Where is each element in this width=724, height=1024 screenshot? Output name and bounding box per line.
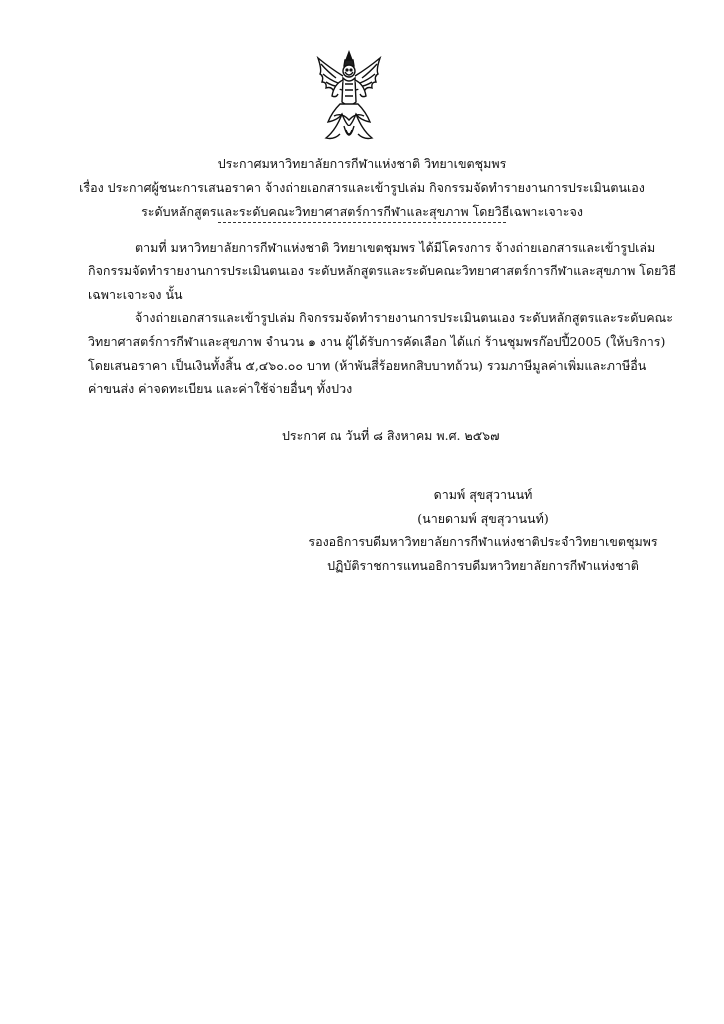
- subject-line-1: เรื่อง ประกาศผู้ชนะการเสนอราคา จ้างถ่ายเอกสารและเข้ารูปเล่ม กิจกรรมจัดทำรายงานการประเมินตนเอง: [79, 180, 645, 195]
- paragraph-1-line-2: กิจกรรมจัดทำรายงานการประเมินตนเอง ระดับหลักสูตรและระดับคณะวิทยาศาสตร์การกีฬาและสุขภาพ โดยวิธี: [88, 263, 677, 278]
- title-divider: [218, 222, 506, 223]
- paragraph-2-line-2: วิทยาศาสตร์การกีฬาและสุขภาพ จำนวน ๑ งาน ผู้ได้รับการคัดเลือก ได้แก่ ร้านชุมพรก๊อปปี้2005 (ให้บริการ): [88, 334, 666, 349]
- announcement-title: ประกาศมหาวิทยาลัยการกีฬาแห่งชาติ วิทยาเขตชุมพร: [217, 156, 507, 171]
- paragraph-1-line-1: ตามที่ มหาวิทยาลัยการกีฬาแห่งชาติ วิทยาเขตชุมพร ได้มีโครงการ จ้างถ่ายเอกสารและเข้ารูปเล่ม: [135, 240, 656, 255]
- announcement-date: ประกาศ ณ วันที่ ๘ สิงหาคม พ.ศ. ๒๕๖๗: [282, 428, 500, 443]
- subject-line-2: ระดับหลักสูตรและระดับคณะวิทยาศาสตร์การกีฬาและสุขภาพ โดยวิธีเฉพาะเจาะจง: [141, 204, 583, 219]
- signatory-name: (นายดามพ์ สุขสุวานนท์): [417, 511, 549, 526]
- signatory-position-2: ปฏิบัติราชการแทนอธิการบดีมหาวิทยาลัยการกีฬาแห่งชาติ: [327, 558, 639, 573]
- paragraph-2-line-3: โดยเสนอราคา เป็นเงินทั้งสิ้น ๕,๔๖๐.๐๐ บาท (ห้าพันสี่ร้อยหกสิบบาทถ้วน) รวมภาษีมูลค่าเพิ่มและภาษีอื่น: [88, 358, 647, 373]
- paragraph-2-line-1: จ้างถ่ายเอกสารและเข้ารูปเล่ม กิจกรรมจัดทำรายงานการประเมินตนเอง ระดับหลักสูตรและระดับคณะ: [135, 310, 673, 325]
- paragraph-1-line-3: เฉพาะเจาะจง นั้น: [88, 287, 183, 302]
- paragraph-2-line-4: ค่าขนส่ง ค่าจดทะเบียน และค่าใช้จ่ายอื่นๆ ทั้งปวง: [88, 381, 353, 396]
- garuda-emblem-icon: [312, 50, 386, 146]
- signature-signed: ดามพ์ สุขสุวานนท์: [433, 487, 533, 502]
- signatory-position-1: รองอธิการบดีมหาวิทยาลัยการกีฬาแห่งชาติประจำวิทยาเขตชุมพร: [308, 534, 658, 549]
